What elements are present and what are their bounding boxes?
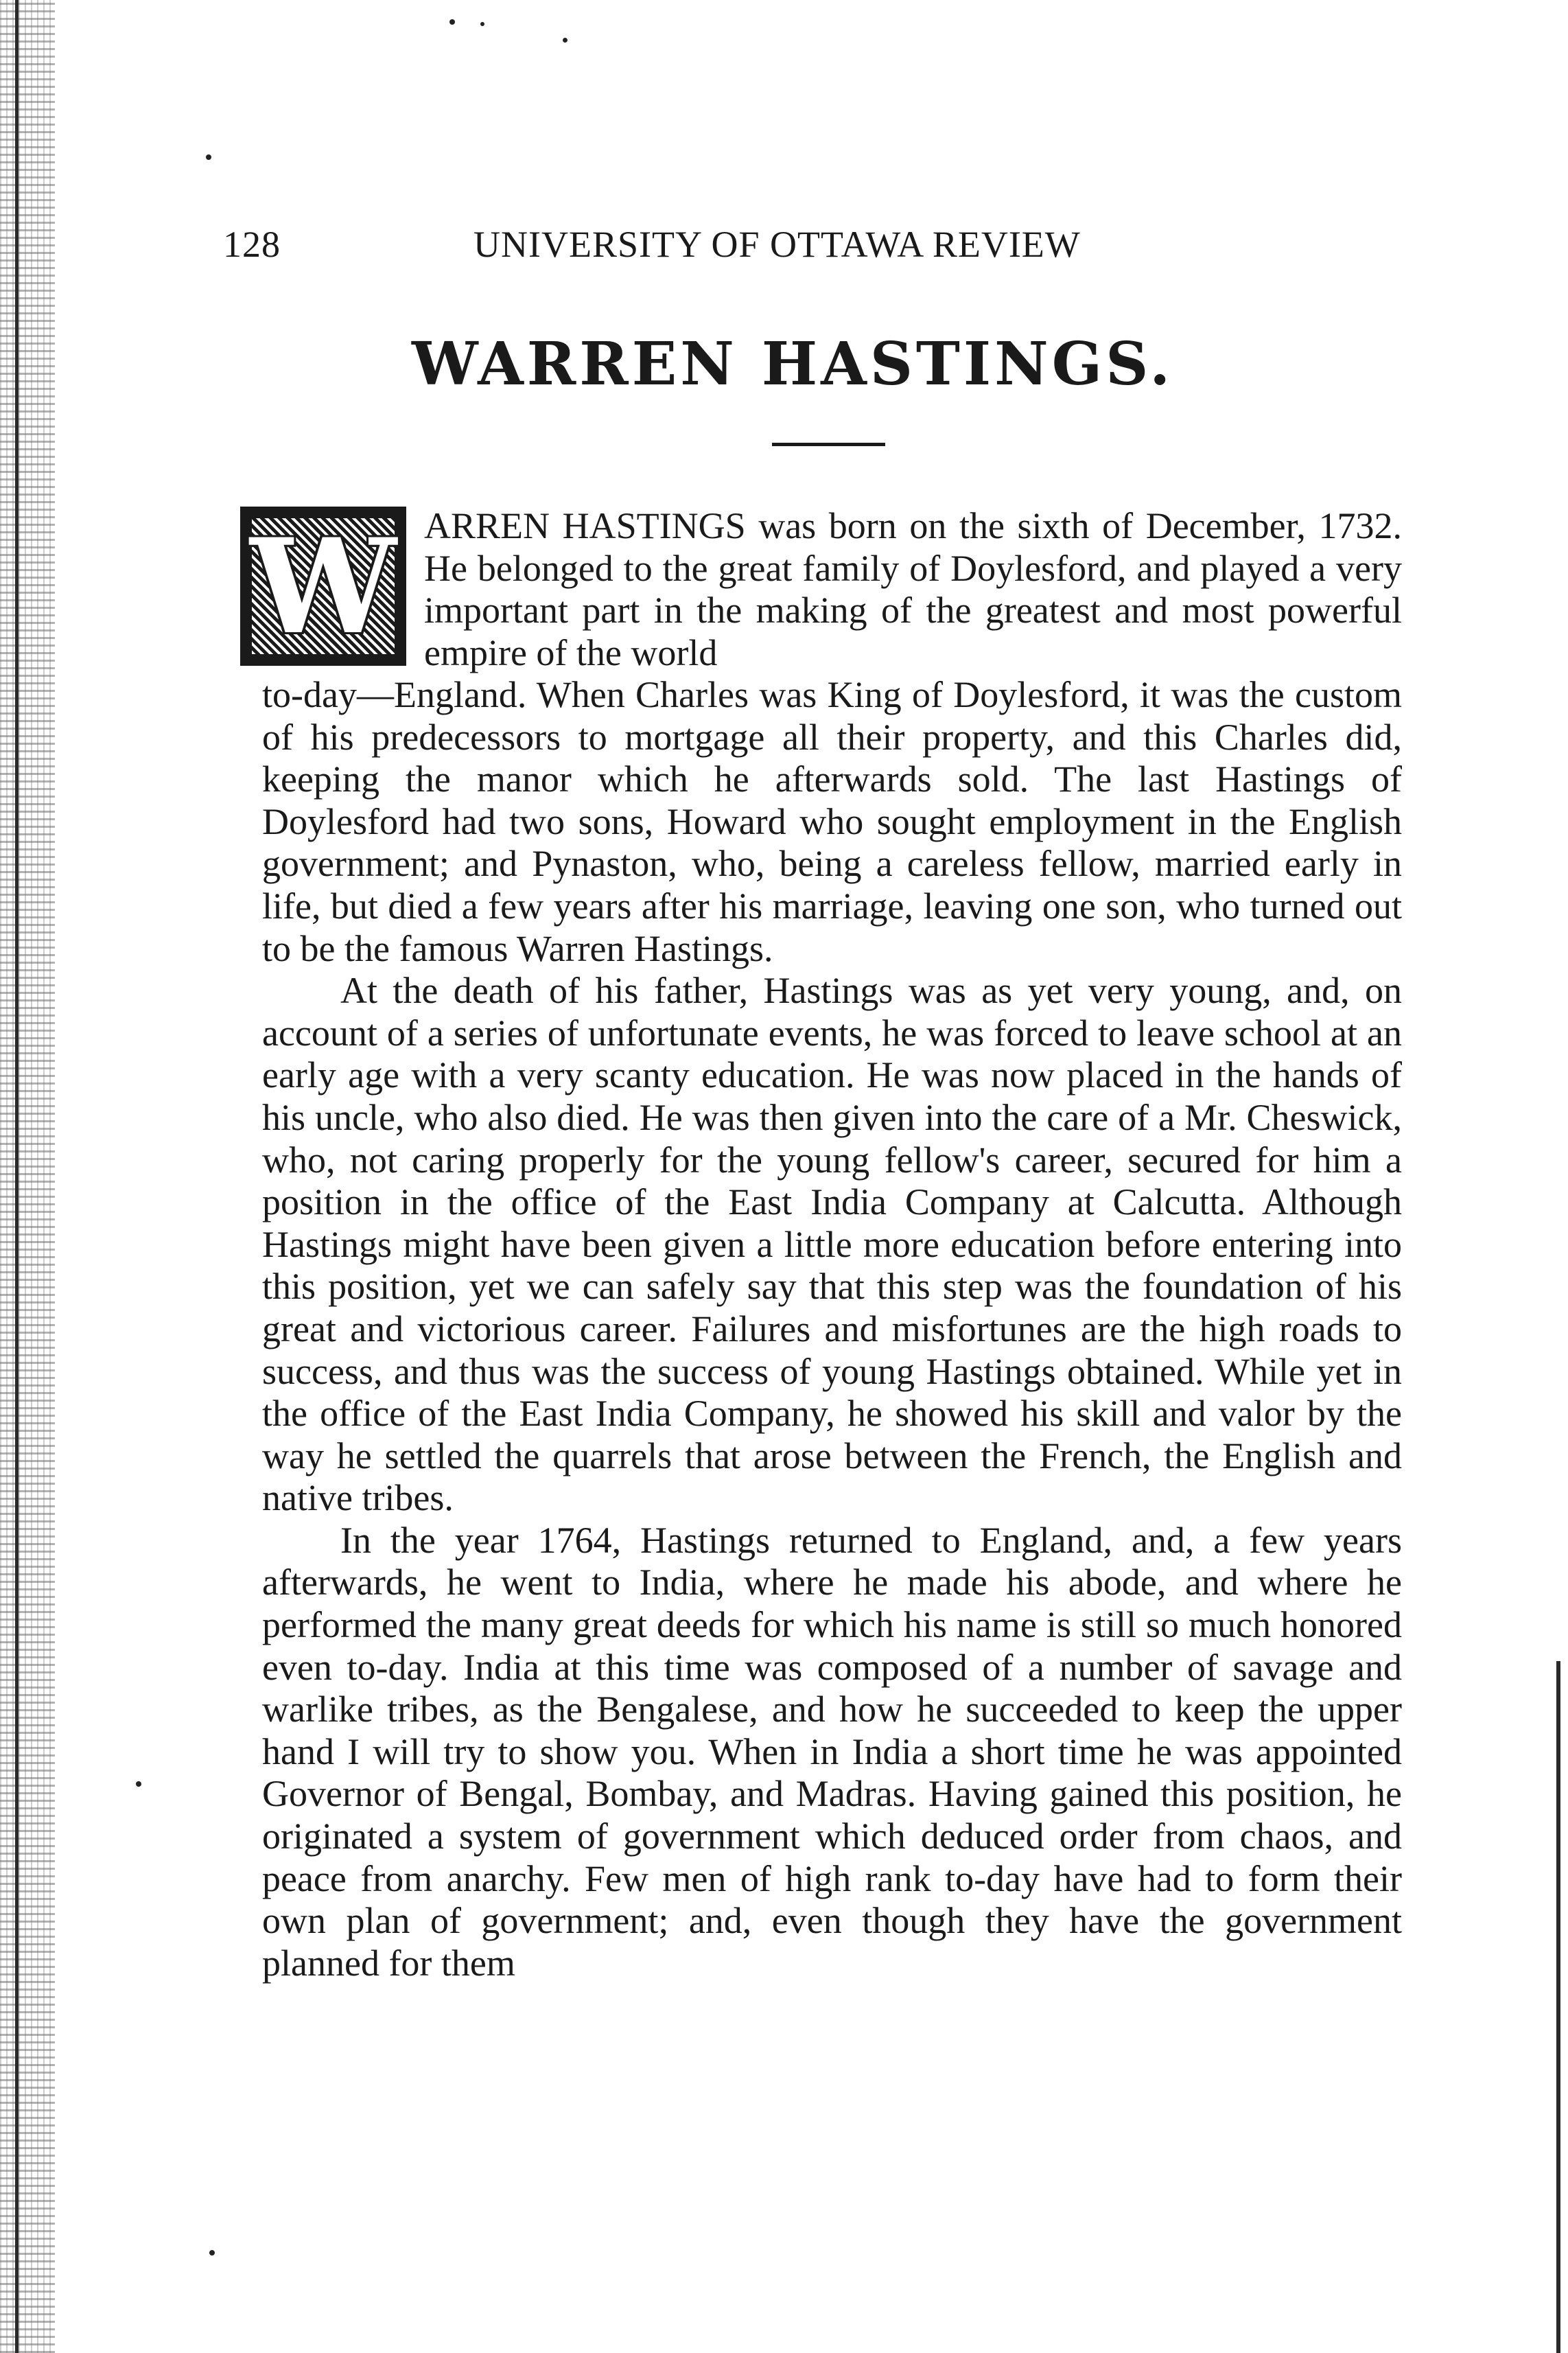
article-title: WARREN HASTINGS. xyxy=(412,329,1174,399)
paragraph: In the year 1764, Hastings returned to England, and, a few years afterwards, he went to India, where he made his abode, and where he performed the many great deeds for which his name is still so much honored even to-day. India at this time was composed of a number of savage and warlike tribes, as the Bengalese, and how he succeeded to keep the upper hand I will try to show you. When in India a short time he was appointed Governor of Bengal, Bombay, and Madras. Having gained this position, he originated a system of government which deduced order from chaos, and peace from anarchy. Few men of high rank to-day have had to form their own plan of government; and, even though they have the government planned for them xyxy=(262,1519,1402,1984)
paragraph: to-day—England. When Charles was King of Doylesford, it was the custom of his predecessors to mortgage all their property, and this Charles did, keeping the manor which he afterwards sold. The last Hastings of Doylesford had two sons, Howard who sought employment in the English government; and Pynaston, who, being a careless fellow, married early in life, but died a few years after his marriage, leaving one son, who turned out to be the famous Warren Hastings. xyxy=(262,674,1402,969)
page-number: 128 xyxy=(223,224,281,265)
paragraph: At the death of his father, Hastings was as yet very young, and, on account of a series of unfortunate events, he was forced to leave school at an early age with a very scanty education. He was now placed in the hands of his uncle, who also died. He was then given into the care of a Mr. Cheswick, who, not caring properly for the young fellow's career, secured for him a position in the office of the East India Company at Calcutta. Although Hastings might have been given a little more education before entering into this position, yet we can safely say that this step was the foundation of his great and victorious career. Failures and misfortunes are the high roads to success, and thus was the success of young Hastings obtained. While yet in the office of the East India Company, he showed his skill and valor by the way he settled the quarrels that arose between the French, the English and native tribes. xyxy=(262,970,1402,1519)
title-divider xyxy=(772,443,885,446)
running-title: UNIVERSITY OF OTTAWA REVIEW xyxy=(473,224,1081,265)
scan-speck xyxy=(563,38,567,43)
scan-speck xyxy=(136,1781,141,1787)
page-header xyxy=(223,223,1479,271)
scan-speck xyxy=(480,22,484,26)
article-body xyxy=(262,674,1402,1984)
decorated-initial xyxy=(240,507,406,666)
scan-speck xyxy=(206,154,211,160)
opening-paragraph: ARREN HASTINGS was born on the sixth of December, 1732. He belonged to the great family of Doylesford, and played a very important part in the making of the greatest and most powerful empire of the world xyxy=(424,505,1402,673)
scan-speck xyxy=(449,19,455,25)
scan-speck xyxy=(209,2250,215,2256)
page-edge-line-right xyxy=(1556,1661,1560,2353)
initial-letter: W xyxy=(250,509,397,663)
page-edge-line xyxy=(15,0,19,2353)
page-edge-scan-artifact xyxy=(0,0,55,2353)
